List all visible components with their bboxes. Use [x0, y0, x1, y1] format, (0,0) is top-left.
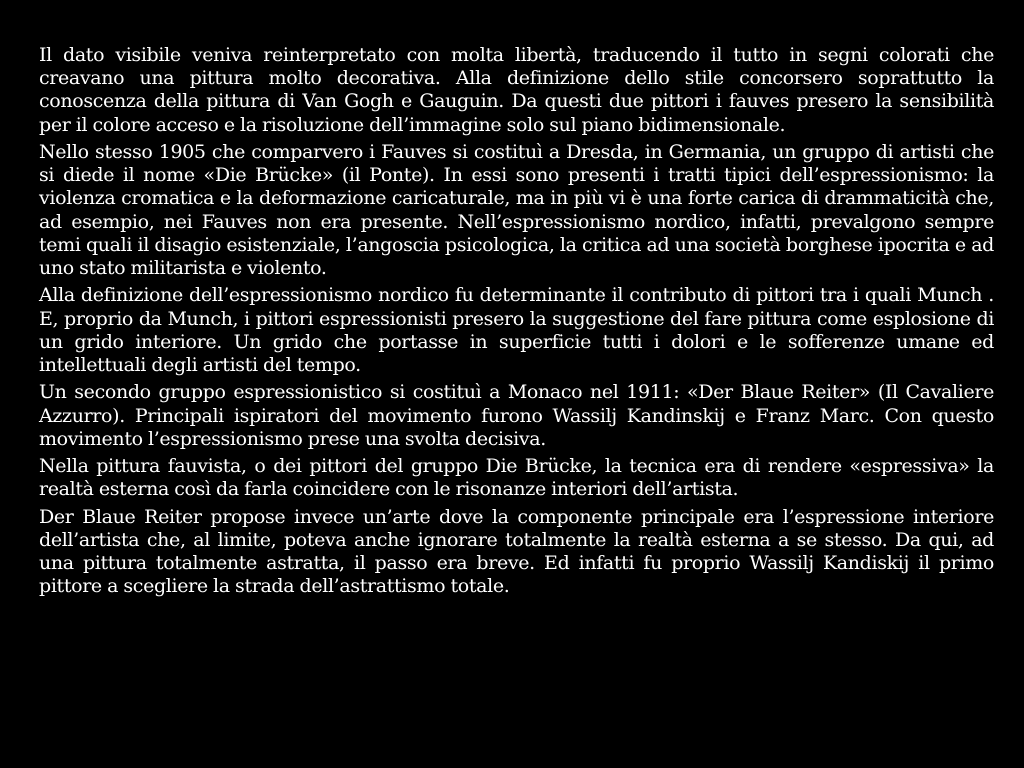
paragraph-fauves-style: Il dato visibile veniva reinterpretato con molta libertà, traducendo il tutto in segni colorati che creavano una pittura molto decorativa. Alla definizione dello stile concorsero soprattutto la conoscenza della pittura di Van Gogh e Gauguin. Da questi due pittori i fauves presero la sensibilità per il colore acceso e la risoluzione dell’immagine solo sul piano bidimensionale.	[39, 44, 994, 136]
paragraph-fauvist-technique: Nella pittura fauvista, o dei pittori del gruppo Die Brücke, la tecnica era di rendere «espressiva» la realtà esterna così da farla coincidere con le risonanze interiori dell’artista.	[39, 455, 994, 501]
paragraph-die-brucke: Nello stesso 1905 che comparvero i Fauves si costituì a Dresda, in Germania, un gruppo di artisti che si diede il nome «Die Brücke» (il Ponte). In essi sono presenti i tratti tipici dell’espressionismo: la violenza cromatica e la deformazione caricaturale, ma in più vi è una forte carica di drammaticità che, ad esempio, nei Fauves non era presente. Nell’espressionismo nordico, infatti, prevalgono sempre temi quali il disagio esistenziale, l’angoscia psicologica, la critica ad una società borghese ipocrita e ad uno stato militarista e violento.	[39, 141, 994, 280]
paragraph-munch: Alla definizione dell’espressionismo nordico fu determinante il contributo di pittori tra i quali Munch . E, proprio da Munch, i pittori espressionisti presero la suggestione del fare pittura come esplosione di un grido interiore. Un grido che portasse in superficie tutti i dolori e le sofferenze umane ed intellettuali degli artisti del tempo.	[39, 284, 994, 377]
paragraph-abstraction: Der Blaue Reiter propose invece un’arte dove la componente principale era l’espressione interiore dell’artista che, al limite, poteva anche ignorare totalmente la realtà esterna a se stesso. Da qui, ad una pittura totalmente astratta, il passo era breve. Ed infatti fu proprio Wassilj Kandiskij il primo pittore a scegliere la strada dell’astrattismo totale.	[39, 505, 994, 598]
body-text	[39, 44, 994, 603]
paragraph-der-blaue-reiter: Un secondo gruppo espressionistico si costituì a Monaco nel 1911: «Der Blaue Reiter» (Il Cavaliere Azzurro). Principali ispiratori del movimento furono Wassilj Kandinskij e Franz Marc. Con questo movimento l’espressionismo prese una svolta decisiva.	[39, 381, 994, 450]
